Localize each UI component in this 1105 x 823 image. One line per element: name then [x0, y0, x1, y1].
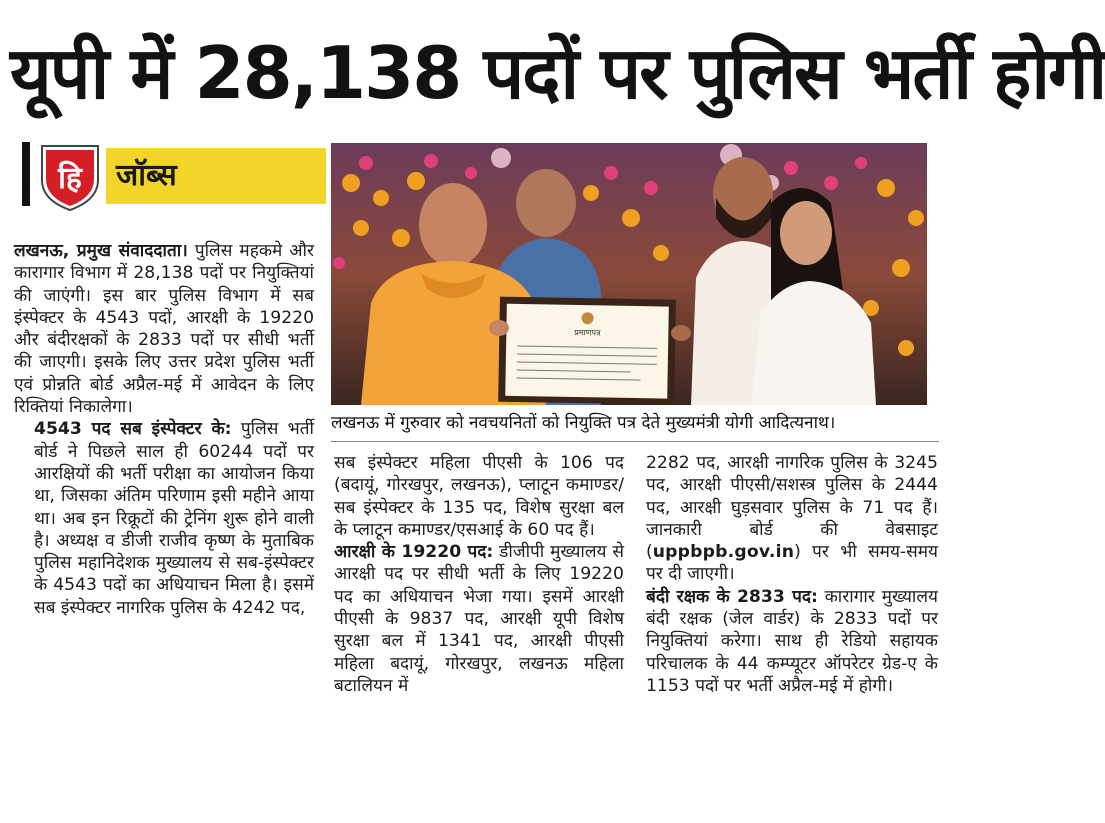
- paragraph: [334, 541, 624, 697]
- body-text: ) पर भी समय-समय पर दी जाएगी।: [646, 542, 938, 585]
- news-photo: [331, 143, 927, 405]
- body-text: पुलिस भर्ती बोर्ड ने पिछले साल ही 60244 पदों पर आरक्षियों की भर्ती परीक्षा का आयोजन किया था, जिसका अंतिम परिणाम इसी महीने आया था। अब इन रिक्रूटों की ट्रेनिंग शुरू होने वाली है। अध्यक्ष व डीजी राजीव कृष्ण के मुताबिक पुलिस महानिदेशक मुख्यालय से सब-इंस्पेक्टर के 4543 पदों का अधियाचन मिला है। इसमें सब इंस्पेक्टर नागरिक पुलिस के 4242 पद,: [34, 419, 314, 618]
- paragraph: [646, 452, 938, 586]
- subheading: आरक्षी के 19220 पद:: [334, 542, 494, 563]
- body-text: कारागार मुख्यालय बंदी रक्षक (जेल वार्डर) के 2833 पदों पर नियुक्तियां करेगा। साथ ही रेडियो सहायक परिचालक के 44 कम्प्यूटर ऑपरेटर ग्रेड-ए के 1153 पदों पर भर्ती अप्रैल-मई में होगी।: [646, 586, 938, 696]
- paragraph: [14, 418, 314, 619]
- article-column-1: [14, 240, 314, 619]
- body-text: 2282 पद, आरक्षी नागरिक पुलिस के 3245 पद, आरक्षी पीएसी/सशस्त्र पुलिस के 2444 पद, आरक्षी घुड़सवार पुलिस के 71 पद हैं। जानकारी बोर्ड की वेबसाइट (: [646, 453, 938, 563]
- body-text: पुलिस महकमे और कारागार विभाग में 28,138 पदों पर नियुक्तियां की जाएंगी। इस बार पुलिस विभाग में सब इंस्पेक्टर के 4543 पदों, आरक्षी के 19220 और बंदीरक्षकों के 2833 पदों पर सीधी भर्ती की जाएगी। इसके लिए उत्तर प्रदेश पुलिस भर्ती एवं प्रोन्नति बोर्ड अप्रैल-मई में आवेदन के लिए रिक्तियां निकालेगा।: [14, 241, 315, 418]
- paragraph: [14, 240, 314, 418]
- article-column-2: [334, 452, 624, 697]
- hindustan-logo-icon: [36, 142, 104, 212]
- headline: यूपी में 28,138 पदों पर पुलिस भर्ती होगी: [10, 31, 1105, 115]
- section-label: जॉब्स: [106, 148, 326, 204]
- subheading: 4543 पद सब इंस्पेक्टर के:: [34, 419, 232, 440]
- dateline: लखनऊ, प्रमुख संवाददाता।: [14, 241, 188, 261]
- certificate-label: प्रमाणपत्र: [574, 327, 601, 338]
- body-text: डीजीपी मुख्यालय से आरक्षी पद पर सीधी भर्ती के लिए 19220 पद का अधियाचन भेजा गया। इसमें आरक्षी पीएसी के 9837 पद, आरक्षी यूपी विशेष सुरक्षा बल में 1341 पद, आरक्षी पीएसी महिला बदायूं, गोरखपुर, लखनऊ महिला बटालियन में: [334, 542, 624, 696]
- body-text: सब इंस्पेक्टर महिला पीएसी के 106 पद (बदायूं, गोरखपुर, लखनऊ), प्लाटून कमाण्डर/सब इंस्पेक्टर के 135 पद, विशेष सुरक्षा बल के प्लाटून कमाण्डर/एसआई के 60 पद हैं।: [334, 453, 624, 540]
- photo-caption: लखनऊ में गुरुवार को नवचयनितों को नियुक्ति पत्र देते मुख्यमंत्री योगी आदित्यनाथ।: [331, 413, 836, 433]
- paragraph: [646, 586, 938, 697]
- photo-illustration: [331, 143, 927, 405]
- brand-bar: [22, 142, 30, 206]
- article-column-3: [646, 452, 938, 697]
- paragraph: [334, 452, 624, 541]
- divider: [331, 441, 939, 442]
- logo-letter: हि: [58, 161, 82, 196]
- subheading: बंदी रक्षक के 2833 पद:: [646, 586, 818, 607]
- website-link[interactable]: uppbpb.gov.in: [652, 542, 795, 563]
